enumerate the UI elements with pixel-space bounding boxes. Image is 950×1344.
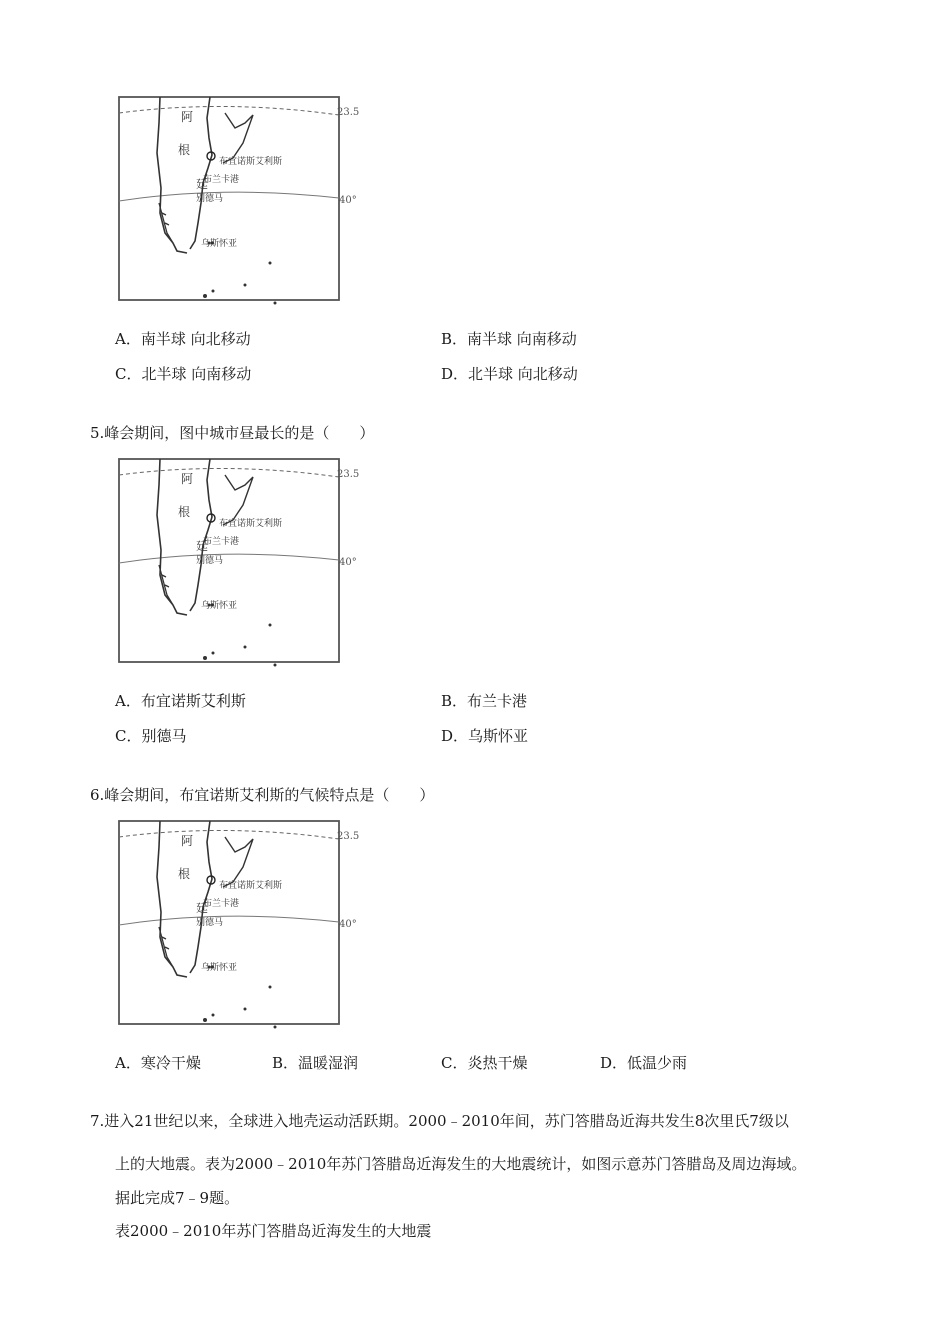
q5-option-a[interactable]: A．布宜诺斯艾利斯	[115, 692, 246, 710]
map-label-gen: 根	[178, 505, 191, 519]
map-label-a: 阿	[181, 110, 194, 124]
map-city-ushuaia: 乌斯怀亚	[201, 239, 238, 249]
map-label-gen: 根	[178, 867, 191, 881]
q6-option-d[interactable]: D．低温少雨	[600, 1054, 688, 1072]
q6-option-a[interactable]: A．寒冷干燥	[115, 1054, 201, 1072]
map-city-buenos-aires: 布宜诺斯艾利斯	[219, 519, 283, 529]
q5-option-d[interactable]: D．乌斯怀亚	[441, 727, 529, 745]
q4-option-c[interactable]: C．北半球 向南移动	[115, 365, 252, 383]
q5-option-b[interactable]: B．布兰卡港	[441, 692, 528, 710]
q4-map	[115, 93, 365, 308]
map-label-gen: 根	[178, 143, 191, 157]
q7-line-2: 上的大地震。表为2000﹣2010年苏门答腊岛近海发生的大地震统计，如图示意苏门答腊岛及周边海域。	[115, 1155, 807, 1173]
map-city-bidema: 别德马	[196, 194, 224, 204]
map-label-ting: 廷	[196, 539, 209, 553]
map-label-ting: 廷	[196, 901, 209, 915]
map-lat-40: 40°	[339, 557, 357, 568]
map-city-blanca: 布兰卡港	[203, 175, 240, 185]
q6-option-c[interactable]: C．炎热干燥	[441, 1054, 528, 1072]
q6-map	[115, 817, 365, 1032]
map-label-a: 阿	[181, 472, 194, 486]
q6-stem: 6.峰会期间，布宜诺斯艾利斯的气候特点是（ ）	[90, 786, 435, 804]
q5-option-c[interactable]: C．别德马	[115, 727, 187, 745]
map-city-bidema: 别德马	[196, 556, 224, 566]
q7-line-3: 据此完成7﹣9题。	[115, 1189, 240, 1207]
map-city-blanca: 布兰卡港	[203, 537, 240, 547]
map-city-ushuaia: 乌斯怀亚	[201, 601, 238, 611]
q5-stem: 5.峰会期间，图中城市昼最长的是（ ）	[90, 424, 375, 442]
map-lat-tropic: 23.5	[337, 831, 360, 842]
q5-map	[115, 455, 365, 670]
map-city-ushuaia: 乌斯怀亚	[201, 963, 238, 973]
map-label-a: 阿	[181, 834, 194, 848]
q4-option-a[interactable]: A．南半球 向北移动	[115, 330, 251, 348]
q7-table-caption: 表2000﹣2010年苏门答腊岛近海发生的大地震	[115, 1222, 432, 1240]
map-lat-40: 40°	[339, 195, 357, 206]
map-label-ting: 廷	[196, 177, 209, 191]
map-lat-tropic: 23.5	[337, 107, 360, 118]
map-city-bidema: 别德马	[196, 918, 224, 928]
map-lat-tropic: 23.5	[337, 469, 360, 480]
q7-line-1: 7.进入21世纪以来，全球进入地壳运动活跃期。2000﹣2010年间，苏门答腊岛近海共发生8次里氏7级以	[90, 1112, 789, 1130]
map-lat-40: 40°	[339, 919, 357, 930]
map-city-buenos-aires: 布宜诺斯艾利斯	[219, 157, 283, 167]
q4-option-b[interactable]: B．南半球 向南移动	[441, 330, 577, 348]
map-city-blanca: 布兰卡港	[203, 899, 240, 909]
q4-option-d[interactable]: D．北半球 向北移动	[441, 365, 578, 383]
q6-option-b[interactable]: B．温暖湿润	[272, 1054, 359, 1072]
map-city-buenos-aires: 布宜诺斯艾利斯	[219, 881, 283, 891]
